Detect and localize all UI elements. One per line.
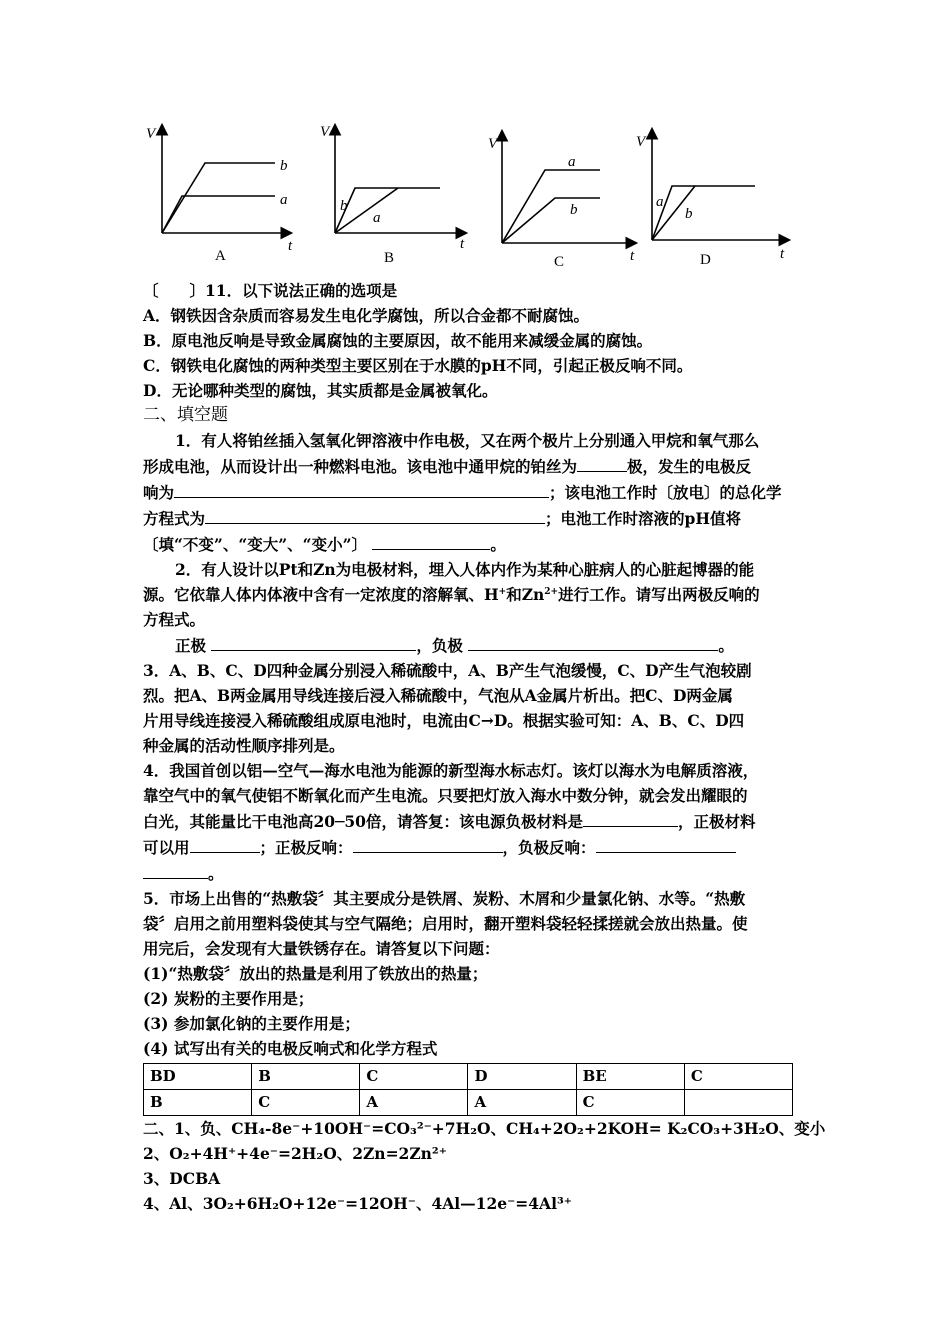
graph-d-label-1: a [656,194,664,210]
p4-line4: 可以用 ；正极反响： ，负极反响： [143,834,808,860]
table-cell: A [468,1090,576,1116]
p1-line2: 形成电池，从而设计出一种燃料电池。该电池中通甲烷的铂丝为 极，发生的电极反 [143,453,808,479]
blank-negative-electrode[interactable] [468,632,718,651]
document-body [143,278,826,1216]
graph-b-label-2: a [373,210,381,226]
graph-a-caption: A [215,248,226,264]
blank-pole[interactable] [577,453,627,472]
p3-line3: 片用导线连接浸入稀硫酸组成原电池时，电流由C→D。根据实验可知：A、B、C、D四 [143,711,745,730]
graph-d-y-label: V [636,134,646,150]
graph-a-y-label: V [146,126,156,142]
p1-line1: 1．有人将铂丝插入氢氧化钾溶液中作电极，又在两个极片上分别通入甲烷和氧气那么 [175,431,760,450]
table-cell: C [684,1064,792,1090]
graph-a-x-label: t [288,238,293,254]
graph-c-label-2: b [570,202,578,218]
graph-c-line-b [502,198,600,243]
p5-q1: (1)“热敷袋〞放出的热量是利用了铁放出的热量； [143,964,488,983]
p2-line4: 正极 ，负极 。 [143,632,808,658]
graph-figures [140,118,800,273]
graph-d-line-a [652,186,755,240]
q11-stem: 〔 〕11．以下说法正确的选项是 [143,281,398,300]
graph-c-x-label: t [630,248,635,264]
graph-a-line-b [162,163,275,233]
table-cell: C [576,1090,684,1116]
table-cell: C [252,1090,360,1116]
graph-a-label-2: a [280,192,288,208]
blank-negative-reaction-cont[interactable] [143,860,208,879]
table-cell: BE [576,1064,684,1090]
section2-title: 二、填空题 [143,405,228,425]
p4-line3: 白光，其能量比干电池高20─50倍，请答复：该电源负极材料是 ，正极材料 [143,808,808,834]
answer-2: 2、O₂+4H⁺+4e⁻=2H₂O、2Zn=2Zn²⁺ [143,1144,447,1163]
graph-c-caption: C [554,254,565,270]
p5-q3: (3) 参加氯化钠的主要作用是； [143,1014,360,1033]
p3-line2: 烈。把A、B两金属用导线连接后浸入稀硫酸中，气泡从A金属片析出。把C、D两金属 [143,686,733,705]
blank-negative-material[interactable] [583,808,678,827]
blank-positive-material[interactable] [190,834,260,853]
q11-option-b: B．原电池反响是导致金属腐蚀的主要原因，故不能用来减缓金属的腐蚀。 [143,331,653,350]
graph-d-x-label: t [780,246,785,262]
q11-option-a: A．钢铁因含杂质而容易发生电化学腐蚀，所以合金都不耐腐蚀。 [143,306,590,325]
blank-electrode-reaction[interactable] [174,479,549,498]
graph-b-x-label: t [460,236,465,252]
p4-line1: 4．我国首创以铝—空气—海水电池为能源的新型海水标志灯。该灯以海水为电解质溶液， [143,761,759,780]
p1-line3: 响为 ；该电池工作时〔放电〕的总化学 [143,479,808,505]
p5-line2: 袋〞启用之前用塑料袋使其与空气隔绝；启用时，翻开塑料袋轻轻揉搓就会放出热量。使 [143,914,748,933]
p2-line1: 2．有人设计以Pt和Zn为电极材料，埋入人体内作为某种心脏病人的心脏起博器的能 [175,560,755,579]
blank-negative-reaction[interactable] [596,834,736,853]
graph-a-label-1: b [280,158,288,174]
table-row [144,1064,793,1090]
answer-1: 二、1、负、CH₄-8e⁻+10OH⁻=CO₃²⁻+7H₂O、CH₄+2O₂+2KOH= K₂CO₃+3H₂O、变小 [143,1119,826,1138]
graph-d-caption: D [700,252,711,268]
p4-line2: 靠空气中的氧气使铝不断氧化而产生电流。只要把灯放入海水中数分钟，就会发出耀眼的 [143,786,748,805]
p4-line5: 。 [143,860,808,886]
p5-line1: 5．市场上出售的“热敷袋〞其主要成分是铁屑、炭粉、木屑和少量氯化钠、水等。“热敷 [143,889,746,908]
table-cell: BD [144,1064,252,1090]
q11-option-c: C．钢铁电化腐蚀的两种类型主要区别在于水膜的pH不同，引起正极反响不同。 [143,356,693,375]
p5-q2: (2) 炭粉的主要作用是； [143,989,314,1008]
answer-3: 3、DCBA [143,1169,221,1188]
blank-total-equation[interactable] [205,505,545,524]
graph-c-label-1: a [568,154,576,170]
p2-line3: 方程式。 [143,610,206,629]
q11-option-d: D．无论哪种类型的腐蚀，其实质都是金属被氧化。 [143,381,498,400]
graph-b-y-label: V [320,124,330,140]
graph-c-y-label: V [488,136,498,152]
table-cell: B [144,1090,252,1116]
p3-line4: 种金属的活动性顺序排列是。 [143,736,345,755]
table-cell: D [468,1064,576,1090]
blank-positive-electrode[interactable] [211,632,416,651]
p1-line4: 方程式为 ；电池工作时溶液的pH值将 [143,505,808,531]
answer-4: 4、Al、3O₂+6H₂O+12e⁻=12OH⁻、4Al—12e⁻=4Al³⁺ [143,1194,572,1213]
table-row [144,1090,793,1116]
p3-line1: 3．A、B、C、D四种金属分别浸入稀硫酸中，A、B产生气泡缓慢，C、D产生气泡较剧 [143,661,752,680]
graph-c-line-a [502,170,600,243]
answer-table [143,1063,793,1116]
table-cell: C [360,1064,468,1090]
p5-line3: 用完后，会发现有大量铁锈存在。请答复以下问题： [143,939,500,958]
p5-q4: (4) 试写出有关的电极反响式和化学方程式 [143,1039,438,1058]
graph-b-caption: B [384,250,395,266]
blank-ph[interactable] [372,531,490,550]
blank-positive-reaction[interactable] [353,834,503,853]
table-cell: A [360,1090,468,1116]
graph-d-label-2: b [685,206,693,222]
graph-a-line-a [162,196,275,233]
v-t-graphs [140,118,800,273]
graph-b-label-1: b [340,198,348,214]
table-cell [684,1090,792,1116]
p2-line2: 源。它依靠人体内体液中含有一定浓度的溶解氧、H+和$Zn^{2+}$进行工作。请写出两极反响的 [143,585,760,604]
table-cell: B [252,1064,360,1090]
p1-line5: 〔填“不变”、“变大”、“变小”〕 。 [143,531,808,557]
